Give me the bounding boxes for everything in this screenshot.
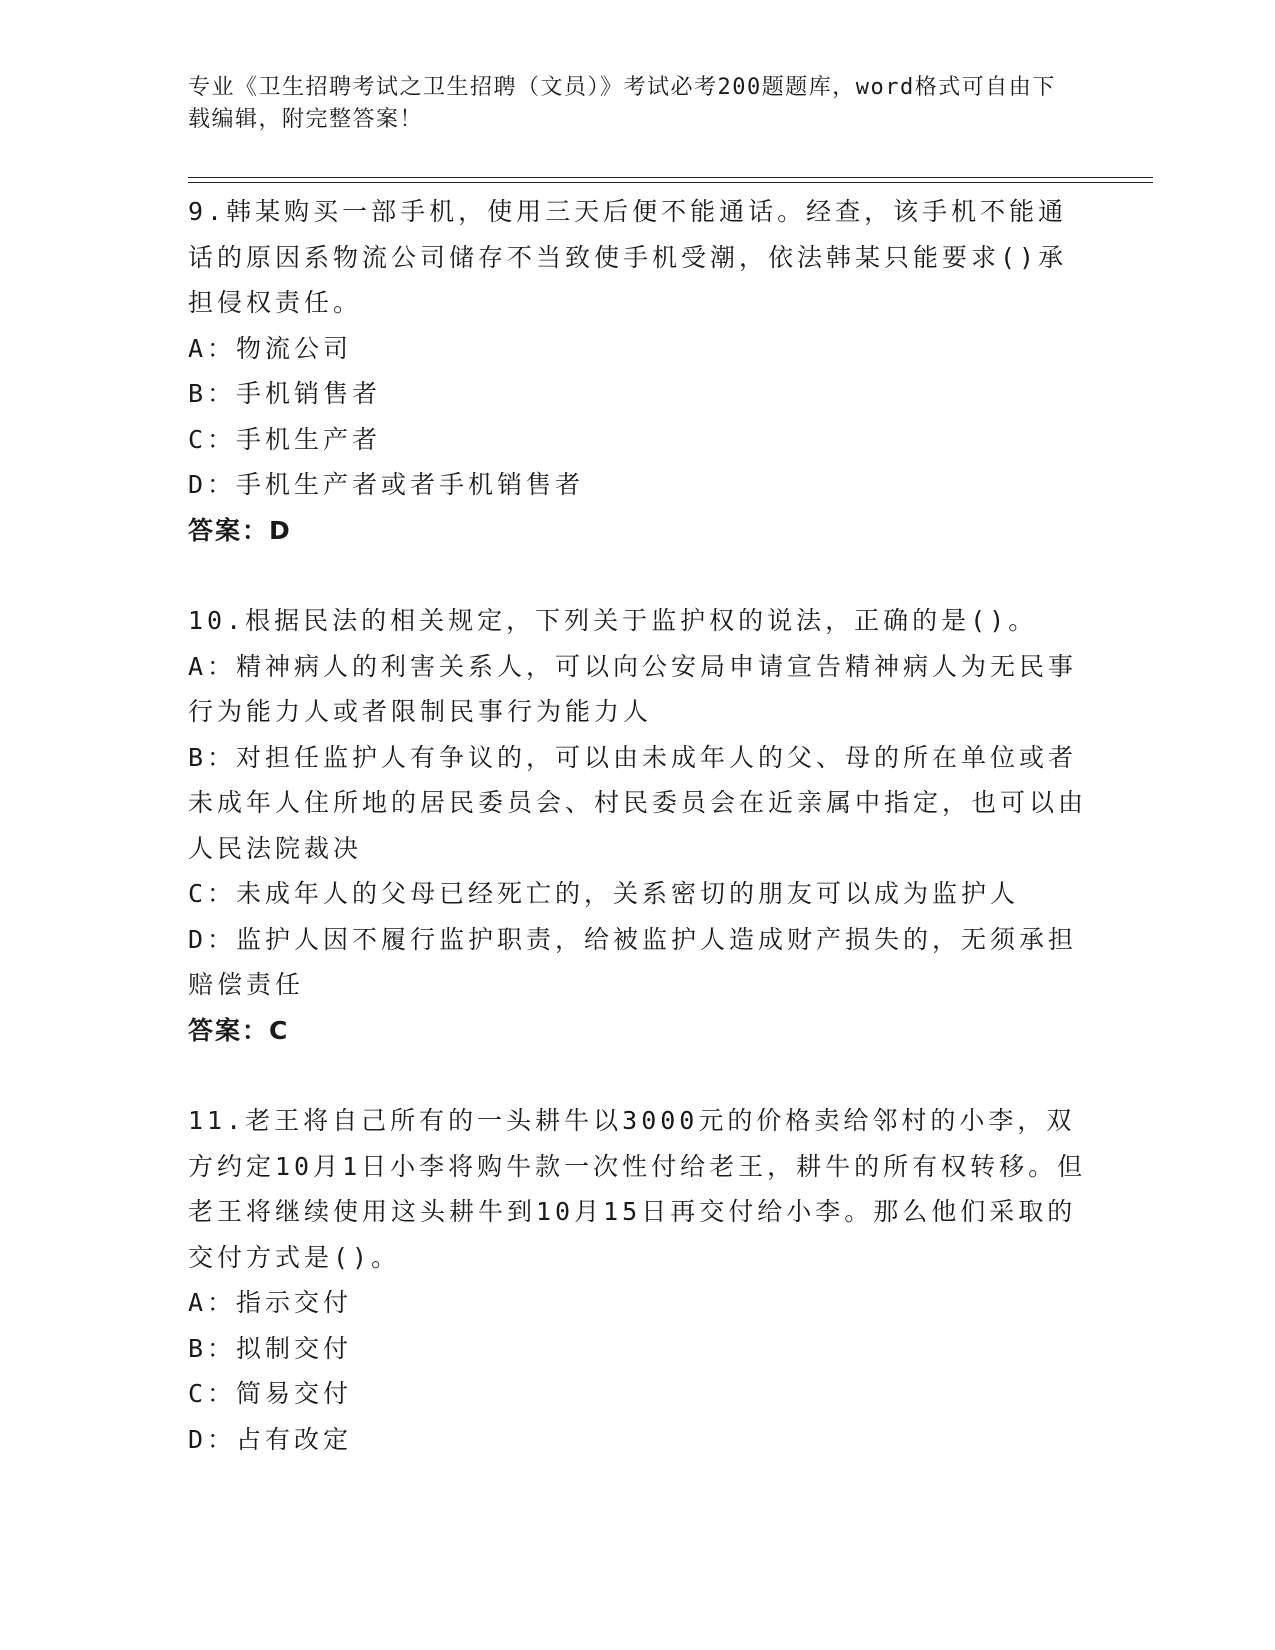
question-10 <box>188 598 1088 1053</box>
option-b: B：手机销售者 <box>188 379 382 408</box>
question-list <box>188 189 1088 1462</box>
option-c: C：简易交付 <box>188 1379 353 1408</box>
question-spacer <box>188 553 1088 598</box>
header-rule-top <box>188 177 1153 178</box>
header-rule-bottom <box>188 182 1153 183</box>
document-header: 专业《卫生招聘考试之卫生招聘（文员）》考试必考200题题库，word格式可自由下载编辑，附完整答案！ <box>188 75 1056 132</box>
option-b: B：对担任监护人有争议的，可以由未成年人的父、母的所在单位或者未成年人住所地的居民委员会、村民委员会在近亲属中指定，也可以由人民法院裁决 <box>188 742 1088 863</box>
option-b: B：拟制交付 <box>188 1333 353 1363</box>
option-a: A：精神病人的利害关系人，可以向公安局申请宣告精神病人为无民事行为能力人或者限制民事行为能力人 <box>188 651 1078 726</box>
option-a: A：物流公司 <box>188 333 353 363</box>
answer-label: 答案：C <box>188 1015 290 1045</box>
option-d: D：手机生产者或者手机销售者 <box>188 470 585 499</box>
option-d: D：监护人因不履行监护职责，给被监护人造成财产损失的，无须承担赔偿责任 <box>188 924 1078 999</box>
answer-label: 答案：D <box>188 515 292 545</box>
question-spacer <box>188 1053 1088 1098</box>
option-d: D：占有改定 <box>188 1424 353 1454</box>
question-stem: 11.老王将自己所有的一头耕牛以3000元的价格卖给邻村的小李，双方约定10月1日小李将购牛款一次性付给老王，耕牛的所有权转移。但老王将继续使用这头耕牛到10月15日再交付给小李。那么他们采取的交付方式是()。 <box>188 1106 1087 1272</box>
option-c: C：未成年人的父母已经死亡的，关系密切的朋友可以成为监护人 <box>188 879 1020 908</box>
question-9 <box>188 189 1088 553</box>
option-c: C：手机生产者 <box>188 424 382 454</box>
option-a: A：指示交付 <box>188 1288 353 1317</box>
question-stem: 10.根据民法的相关规定，下列关于监护权的说法，正确的是()。 <box>188 606 1038 635</box>
question-stem: 9.韩某购买一部手机，使用三天后便不能通话。经查，该手机不能通话的原因系物流公司储存不当致使手机受潮，依法韩某只能要求()承担侵权责任。 <box>188 197 1068 317</box>
question-11 <box>188 1098 1088 1462</box>
